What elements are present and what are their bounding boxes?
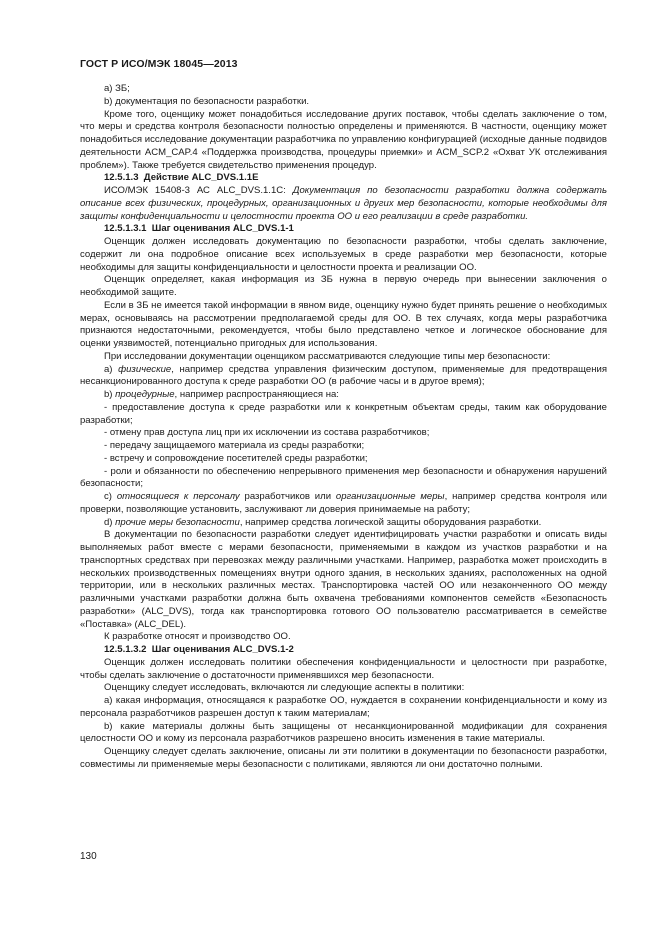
- list-marker: a): [104, 363, 119, 375]
- requirement-text: Документация по безопасности разработки должна содержать описание всех физических, процедурных, организационных и других мер безопасности, которые необходимы для защиты конфиденциальности и целостности проекта ОО и его реализации в среде разработки.: [80, 185, 607, 222]
- list-item: b) какие материалы должны быть защищены от несанкционированной модификации для сохранения целостности ОО и кому из персонала разработчиков разрешено вносить изменения в такие материалы.: [80, 720, 607, 745]
- section-heading: 12.5.1.3 Действие ALC_DVS.1.1E: [104, 172, 259, 184]
- list-item: b) документация по безопасности разработки.: [104, 95, 310, 107]
- list-item: - роли и обязанности по обеспечению непрерывного применения мер безопасности и обнаружения нарушений безопасности;: [80, 465, 607, 490]
- paragraph: Кроме того, оценщику может понадобиться исследование других поставок, чтобы сделать заключение о том, что меры и средства контроля безопасности полностью определены и применяются. В частности, оценщику может понадобиться исследование документации разработчика по управлению конфигурацией (исходные данные подвидов деятельности ACM_CAP.4 «Поддержка производства, процедуры приемки» и ACM_SCP.2 «Охват УК отслеживания проблем»). Также требуется свидетельство применения процедур.: [80, 108, 607, 171]
- emphasis: физические: [118, 363, 172, 375]
- requirement-ref: ИСО/МЭК 15408-3 АС ALC_DVS.1.1C:: [104, 185, 293, 196]
- requirement-paragraph: [80, 185, 607, 223]
- list-text: , например средства контроля или проверки, позволяющие установить, заслуживают ли доверия принимаемые на работу;: [80, 491, 608, 515]
- paragraph: При исследовании документации оценщиком рассматриваются следующие типы мер безопасности:: [104, 350, 551, 362]
- paragraph: Оценщику следует сделать заключение, описаны ли эти политики в документации по безопасности разработки, совместимы ли применяемые меры безопасности с политиками, являются ли они достаточно полными.: [80, 746, 607, 770]
- paragraph: К разработке относят и производство ОО.: [104, 631, 291, 643]
- list-item: [80, 364, 607, 390]
- emphasis: относящиеся к персоналу: [116, 491, 240, 502]
- list-item: [80, 517, 607, 530]
- paragraph: В документации по безопасности разработки следует идентифицировать участки разработки и описать виды выполняемых работ вместе с мерами безопасности, применяемыми в каждом из участков разработки и на транспортных средствах при перевозках между различными участками. Например, разработка может происходить в нескольких производственных помещениях внутри одного здания, в нескольких зданиях, расположенных на одной территории, или в нескольких различных местах. Транспортировка частей ОО или незаконченного ОО между различными участками разработки должна быть охвачена требованиями компонентов семейств «Безопасность разработки» (ALC_DVS), тогда как транспортировка готового ОО пользователю рассматривается в семействе «Поставка» (ALC_DEL).: [80, 529, 607, 630]
- paragraph: Оценщик определяет, какая информация из ЗБ нужна в первую очередь при вынесении заключения о необходимой защите.: [80, 274, 607, 298]
- list-text: , например средства логической защиты оборудования разработки.: [239, 516, 542, 528]
- page-number: 130: [80, 851, 97, 862]
- section-heading: 12.5.1.3.1 Шаг оценивания ALC_DVS.1-1: [104, 223, 294, 235]
- list-text: , например средства управления физическим доступом, применяемые для предотвращения несанкционированного доступа к среде разработки ОО (в рабочие часы и в другое время);: [80, 363, 607, 388]
- list-item: - предоставление доступа к среде разработки или к конкретным объектам среды, таким как оборудование разработки;: [80, 401, 607, 426]
- emphasis: прочие меры безопасности: [115, 516, 240, 528]
- document-body: [80, 83, 607, 772]
- emphasis: процедурные: [115, 389, 175, 400]
- paragraph: Оценщик должен исследовать документацию по безопасности разработки, чтобы сделать заключение, содержит ли она подробное описание всех используемых в среде разработки мер безопасности, которые необходимы для защиты конфиденциальности и целостности проекта и реализации ОО.: [80, 236, 607, 273]
- list-text: , например распространяющиеся на:: [174, 389, 339, 400]
- paragraph: Оценщику следует исследовать, включаются ли следующие аспекты в политики:: [104, 682, 465, 694]
- paragraph: Оценщик должен исследовать политики обеспечения конфиденциальности и целостности при разработке, чтобы сделать заключение о достаточности применявшихся мер безопасности.: [80, 656, 607, 681]
- list-text: разработчиков или: [239, 491, 336, 502]
- list-marker: b): [104, 389, 116, 400]
- list-item: a) ЗБ;: [104, 83, 130, 94]
- list-item: a) какая информация, относящаяся к разработке ОО, нуждается в сохранении конфиденциальности и кому из персонала разработчиков разрешен доступ к таким материалам;: [80, 695, 607, 719]
- list-marker: c): [104, 491, 117, 502]
- list-item: [80, 389, 607, 402]
- emphasis: организационные меры: [335, 491, 445, 502]
- list-item: - передачу защищаемого материала из среды разработки;: [104, 440, 365, 451]
- paragraph: Если в ЗБ не имеется такой информации в явном виде, оценщику нужно будет принять решение о необходимых мерах, основываясь на рассмотрении предполагаемой среды для ОО. В тех случаях, когда меры разработчика признаются недостаточными, рекомендуется, чтобы было представлено четкое и логическое обоснование для оценки уязвимостей, потенциально пригодных для использования.: [80, 299, 607, 349]
- list-item: - встречу и сопровождение посетителей среды разработки;: [104, 452, 368, 464]
- page-header: ГОСТ Р ИСО/МЭК 18045—2013: [80, 58, 238, 70]
- list-item: [80, 491, 607, 517]
- list-item: - отмену прав доступа лиц при их исключении из состава разработчиков;: [104, 427, 430, 439]
- section-heading: 12.5.1.3.2 Шаг оценивания ALC_DVS.1-2: [104, 644, 294, 655]
- list-marker: d): [104, 516, 116, 528]
